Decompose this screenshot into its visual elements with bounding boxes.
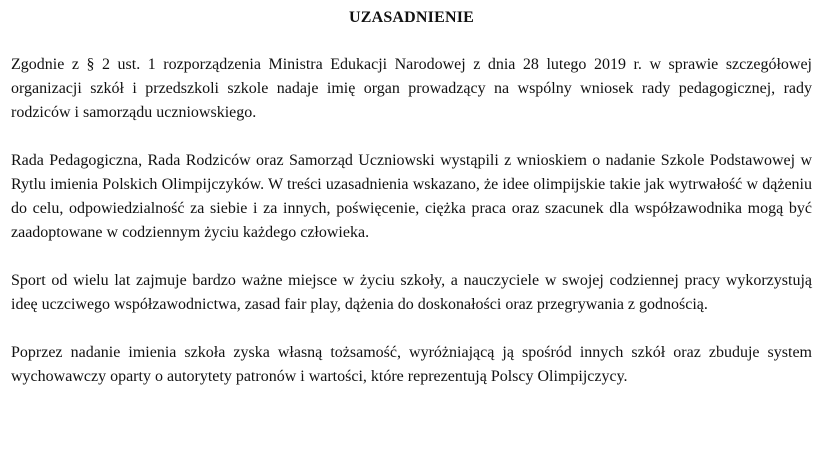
paragraph-sport: Sport od wielu lat zajmuje bardzo ważne miejsce w życiu szkoły, a nauczyciele w swojej codziennej pracy wykorzystują ideę uczciwego współzawodnictwa, zasad fair play, dążenia do doskonałości oraz przegrywania z godnością.	[11, 272, 812, 313]
paragraph-request: Rada Pedagogiczna, Rada Rodziców oraz Samorząd Uczniowski wystąpili z wnioskiem o nadanie Szkole Podstawowej w Rytlu imienia Polskich Olimpijczyków. W treści uzasadnienia wskazano, że idee olimpijskie takie jak wytrwałość w dążeniu do celu, odpowiedzialność za siebie i za innych, poświęcenie, ciężka praca oraz szacunek dla współzawodnika mogą być zaadoptowane w codziennym życiu każdego człowieka.	[11, 152, 812, 241]
paragraph-legal-basis: Zgodnie z § 2 ust. 1 rozporządzenia Ministra Edukacji Narodowej z dnia 28 lutego 2019 r. w sprawie szczegółowej organizacji szkół i przedszkoli szkole nadaje imię organ prowadzący na wspólny wniosek rady pedagogicznej, rady rodziców i samorządu uczniowskiego.	[11, 56, 812, 121]
document-title: UZASADNIENIE	[348, 9, 475, 26]
paragraph-identity: Poprzez nadanie imienia szkoła zyska własną tożsamość, wyróżniającą ją spośród innych szkół oraz zbuduje system wychowawczy oparty o autorytety patronów i wartości, które reprezentują Polscy Olimpijczycy.	[11, 344, 812, 385]
